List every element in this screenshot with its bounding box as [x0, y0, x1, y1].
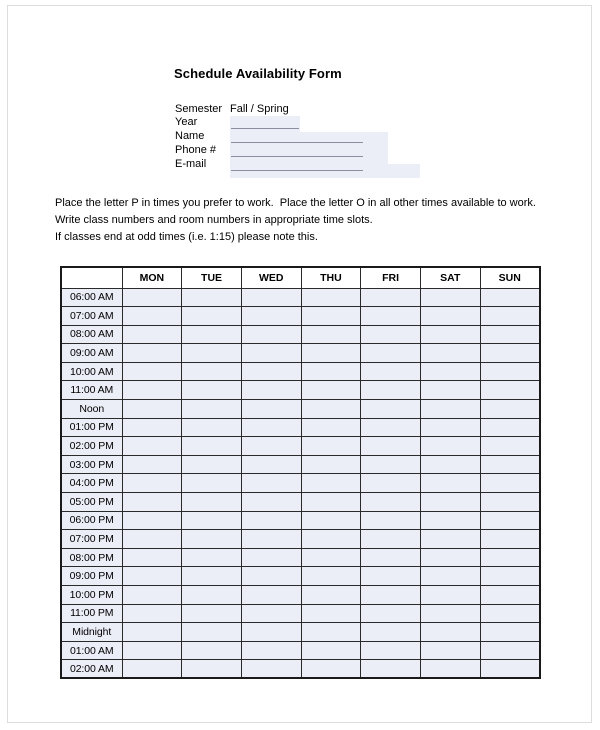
schedule-time-label: 09:00 PM — [61, 567, 122, 586]
schedule-cell-sat-15[interactable] — [420, 567, 480, 586]
schedule-cell-tue-10[interactable] — [182, 474, 242, 493]
field-value-semester: Fall / Spring — [230, 103, 289, 115]
schedule-row — [61, 530, 540, 549]
schedule-cell-sat-3[interactable] — [420, 344, 480, 363]
schedule-cell-mon-2[interactable] — [122, 325, 182, 344]
schedule-cell-sat-2[interactable] — [420, 325, 480, 344]
schedule-cell-tue-11[interactable] — [182, 493, 242, 512]
page-title: Schedule Availability Form — [174, 66, 342, 81]
schedule-cell-thu-17[interactable] — [301, 604, 361, 623]
schedule-cell-mon-6[interactable] — [122, 400, 182, 419]
schedule-cell-sat-5[interactable] — [420, 381, 480, 400]
schedule-cell-mon-10[interactable] — [122, 474, 182, 493]
schedule-cell-fri-20[interactable] — [361, 660, 421, 679]
instructions-block — [55, 195, 536, 246]
schedule-header-row — [61, 267, 540, 288]
schedule-cell-fri-5[interactable] — [361, 381, 421, 400]
schedule-cell-thu-1[interactable] — [301, 307, 361, 326]
schedule-cell-sun-6[interactable] — [480, 400, 540, 419]
schedule-cell-mon-11[interactable] — [122, 493, 182, 512]
schedule-row — [61, 660, 540, 679]
field-label-name: Name — [175, 130, 205, 142]
schedule-cell-thu-16[interactable] — [301, 586, 361, 605]
schedule-cell-mon-7[interactable] — [122, 418, 182, 437]
schedule-cell-thu-0[interactable] — [301, 288, 361, 307]
schedule-cell-sun-1[interactable] — [480, 307, 540, 326]
schedule-day-header-mon: MON — [122, 267, 182, 288]
schedule-row — [61, 418, 540, 437]
schedule-cell-fri-18[interactable] — [361, 623, 421, 642]
schedule-cell-thu-15[interactable] — [301, 567, 361, 586]
schedule-cell-mon-12[interactable] — [122, 511, 182, 530]
field-shade-email — [230, 164, 420, 178]
schedule-cell-sun-5[interactable] — [480, 381, 540, 400]
field-rule-phone — [231, 156, 363, 157]
schedule-cell-wed-7[interactable] — [241, 418, 301, 437]
field-rule-email — [231, 170, 363, 171]
schedule-cell-tue-13[interactable] — [182, 530, 242, 549]
schedule-cell-tue-16[interactable] — [182, 586, 242, 605]
schedule-cell-mon-9[interactable] — [122, 455, 182, 474]
schedule-time-label: 01:00 PM — [61, 418, 122, 437]
schedule-cell-sun-3[interactable] — [480, 344, 540, 363]
schedule-cell-mon-5[interactable] — [122, 381, 182, 400]
schedule-cell-wed-14[interactable] — [241, 548, 301, 567]
schedule-cell-tue-7[interactable] — [182, 418, 242, 437]
schedule-cell-sat-14[interactable] — [420, 548, 480, 567]
field-label-year: Year — [175, 116, 198, 128]
schedule-cell-wed-19[interactable] — [241, 641, 301, 660]
schedule-cell-mon-17[interactable] — [122, 604, 182, 623]
schedule-cell-sat-11[interactable] — [420, 493, 480, 512]
schedule-cell-fri-12[interactable] — [361, 511, 421, 530]
schedule-time-label: Midnight — [61, 623, 122, 642]
schedule-table-body — [61, 288, 540, 678]
schedule-row — [61, 604, 540, 623]
schedule-cell-sun-0[interactable] — [480, 288, 540, 307]
schedule-day-header-fri: FRI — [361, 267, 421, 288]
schedule-cell-sat-13[interactable] — [420, 530, 480, 549]
schedule-time-label: 02:00 PM — [61, 437, 122, 456]
schedule-cell-thu-2[interactable] — [301, 325, 361, 344]
schedule-row — [61, 455, 540, 474]
schedule-cell-sun-2[interactable] — [480, 325, 540, 344]
schedule-cell-wed-12[interactable] — [241, 511, 301, 530]
schedule-cell-sat-9[interactable] — [420, 455, 480, 474]
instruction-line-1: Place the letter P in times you prefer to work. Place the letter O in all other times available to work. — [55, 197, 536, 209]
schedule-cell-sun-8[interactable] — [480, 437, 540, 456]
schedule-cell-fri-16[interactable] — [361, 586, 421, 605]
schedule-cell-sun-20[interactable] — [480, 660, 540, 679]
schedule-cell-thu-14[interactable] — [301, 548, 361, 567]
schedule-cell-sun-7[interactable] — [480, 418, 540, 437]
schedule-day-header-tue: TUE — [182, 267, 242, 288]
schedule-cell-sun-13[interactable] — [480, 530, 540, 549]
schedule-cell-wed-17[interactable] — [241, 604, 301, 623]
schedule-cell-thu-6[interactable] — [301, 400, 361, 419]
schedule-cell-fri-8[interactable] — [361, 437, 421, 456]
schedule-cell-mon-19[interactable] — [122, 641, 182, 660]
field-label-phone: Phone # — [175, 144, 216, 156]
schedule-cell-mon-3[interactable] — [122, 344, 182, 363]
schedule-cell-sun-19[interactable] — [480, 641, 540, 660]
schedule-cell-wed-10[interactable] — [241, 474, 301, 493]
schedule-cell-sat-18[interactable] — [420, 623, 480, 642]
schedule-cell-sat-16[interactable] — [420, 586, 480, 605]
schedule-cell-thu-19[interactable] — [301, 641, 361, 660]
schedule-time-label: 11:00 AM — [61, 381, 122, 400]
instruction-line-2: Write class numbers and room numbers in appropriate time slots. — [55, 214, 373, 226]
schedule-row — [61, 493, 540, 512]
schedule-cell-sat-6[interactable] — [420, 400, 480, 419]
schedule-day-header-wed: WED — [241, 267, 301, 288]
schedule-cell-sun-15[interactable] — [480, 567, 540, 586]
form-field-group — [8, 101, 593, 173]
schedule-cell-fri-14[interactable] — [361, 548, 421, 567]
schedule-time-label: 05:00 PM — [61, 493, 122, 512]
field-rule-year — [231, 128, 299, 129]
schedule-row — [61, 623, 540, 642]
schedule-cell-sat-8[interactable] — [420, 437, 480, 456]
schedule-time-label: 04:00 PM — [61, 474, 122, 493]
schedule-cell-mon-4[interactable] — [122, 362, 182, 381]
schedule-cell-thu-10[interactable] — [301, 474, 361, 493]
schedule-cell-fri-19[interactable] — [361, 641, 421, 660]
schedule-cell-fri-3[interactable] — [361, 344, 421, 363]
schedule-row — [61, 437, 540, 456]
schedule-row — [61, 344, 540, 363]
schedule-cell-tue-0[interactable] — [182, 288, 242, 307]
schedule-cell-wed-15[interactable] — [241, 567, 301, 586]
field-rule-name — [231, 142, 363, 143]
schedule-time-label: 02:00 AM — [61, 660, 122, 679]
schedule-cell-tue-19[interactable] — [182, 641, 242, 660]
schedule-cell-tue-8[interactable] — [182, 437, 242, 456]
schedule-time-label: 06:00 AM — [61, 288, 122, 307]
schedule-cell-thu-12[interactable] — [301, 511, 361, 530]
schedule-table-container — [60, 266, 541, 679]
schedule-cell-mon-13[interactable] — [122, 530, 182, 549]
schedule-cell-sat-0[interactable] — [420, 288, 480, 307]
schedule-cell-fri-11[interactable] — [361, 493, 421, 512]
schedule-time-label: 10:00 PM — [61, 586, 122, 605]
instruction-line-3: If classes end at odd times (i.e. 1:15) please note this. — [55, 231, 318, 243]
schedule-cell-sun-14[interactable] — [480, 548, 540, 567]
schedule-cell-sat-4[interactable] — [420, 362, 480, 381]
schedule-cell-tue-1[interactable] — [182, 307, 242, 326]
schedule-cell-wed-8[interactable] — [241, 437, 301, 456]
schedule-row — [61, 325, 540, 344]
schedule-cell-wed-2[interactable] — [241, 325, 301, 344]
schedule-time-label: Noon — [61, 400, 122, 419]
schedule-cell-tue-2[interactable] — [182, 325, 242, 344]
schedule-cell-sat-19[interactable] — [420, 641, 480, 660]
schedule-cell-fri-10[interactable] — [361, 474, 421, 493]
schedule-time-label: 11:00 PM — [61, 604, 122, 623]
schedule-cell-wed-5[interactable] — [241, 381, 301, 400]
schedule-row — [61, 400, 540, 419]
schedule-cell-wed-11[interactable] — [241, 493, 301, 512]
schedule-day-header-sun: SUN — [480, 267, 540, 288]
schedule-cell-sat-10[interactable] — [420, 474, 480, 493]
page-sheet — [7, 5, 592, 723]
schedule-cell-sun-16[interactable] — [480, 586, 540, 605]
schedule-cell-tue-18[interactable] — [182, 623, 242, 642]
schedule-cell-thu-7[interactable] — [301, 418, 361, 437]
schedule-cell-wed-1[interactable] — [241, 307, 301, 326]
schedule-time-label: 08:00 PM — [61, 548, 122, 567]
schedule-cell-fri-6[interactable] — [361, 400, 421, 419]
schedule-time-label: 09:00 AM — [61, 344, 122, 363]
schedule-cell-tue-5[interactable] — [182, 381, 242, 400]
schedule-cell-fri-0[interactable] — [361, 288, 421, 307]
schedule-cell-wed-16[interactable] — [241, 586, 301, 605]
schedule-cell-tue-12[interactable] — [182, 511, 242, 530]
schedule-cell-fri-17[interactable] — [361, 604, 421, 623]
schedule-cell-thu-8[interactable] — [301, 437, 361, 456]
schedule-cell-sat-20[interactable] — [420, 660, 480, 679]
schedule-cell-thu-4[interactable] — [301, 362, 361, 381]
schedule-day-header-thu: THU — [301, 267, 361, 288]
field-shade-year — [230, 116, 300, 132]
schedule-cell-wed-18[interactable] — [241, 623, 301, 642]
schedule-cell-wed-0[interactable] — [241, 288, 301, 307]
schedule-cell-mon-14[interactable] — [122, 548, 182, 567]
schedule-time-label: 06:00 PM — [61, 511, 122, 530]
schedule-cell-wed-6[interactable] — [241, 400, 301, 419]
schedule-cell-wed-3[interactable] — [241, 344, 301, 363]
schedule-cell-mon-1[interactable] — [122, 307, 182, 326]
schedule-row — [61, 548, 540, 567]
schedule-cell-sun-9[interactable] — [480, 455, 540, 474]
schedule-time-label: 10:00 AM — [61, 362, 122, 381]
field-shade-name — [230, 132, 388, 148]
schedule-cell-wed-4[interactable] — [241, 362, 301, 381]
schedule-cell-sun-11[interactable] — [480, 493, 540, 512]
schedule-cell-mon-16[interactable] — [122, 586, 182, 605]
schedule-table — [60, 266, 541, 679]
schedule-time-label: 01:00 AM — [61, 641, 122, 660]
schedule-row — [61, 381, 540, 400]
schedule-cell-tue-9[interactable] — [182, 455, 242, 474]
field-label-semester: Semester — [175, 103, 223, 115]
schedule-cell-thu-11[interactable] — [301, 493, 361, 512]
field-label-email: E-mail — [175, 158, 207, 170]
schedule-cell-sat-12[interactable] — [420, 511, 480, 530]
schedule-row — [61, 567, 540, 586]
schedule-cell-thu-5[interactable] — [301, 381, 361, 400]
schedule-cell-mon-8[interactable] — [122, 437, 182, 456]
schedule-cell-tue-3[interactable] — [182, 344, 242, 363]
schedule-cell-wed-20[interactable] — [241, 660, 301, 679]
schedule-cell-fri-4[interactable] — [361, 362, 421, 381]
schedule-cell-thu-18[interactable] — [301, 623, 361, 642]
schedule-cell-sun-17[interactable] — [480, 604, 540, 623]
schedule-day-header-sat: SAT — [420, 267, 480, 288]
schedule-row — [61, 362, 540, 381]
schedule-cell-sun-18[interactable] — [480, 623, 540, 642]
schedule-cell-fri-9[interactable] — [361, 455, 421, 474]
schedule-cell-mon-20[interactable] — [122, 660, 182, 679]
schedule-row — [61, 288, 540, 307]
schedule-row — [61, 511, 540, 530]
schedule-cell-fri-13[interactable] — [361, 530, 421, 549]
schedule-cell-tue-4[interactable] — [182, 362, 242, 381]
schedule-cell-wed-13[interactable] — [241, 530, 301, 549]
schedule-cell-tue-17[interactable] — [182, 604, 242, 623]
schedule-time-label: 08:00 AM — [61, 325, 122, 344]
schedule-cell-wed-9[interactable] — [241, 455, 301, 474]
schedule-cell-thu-3[interactable] — [301, 344, 361, 363]
schedule-cell-thu-9[interactable] — [301, 455, 361, 474]
schedule-cell-fri-7[interactable] — [361, 418, 421, 437]
schedule-cell-tue-20[interactable] — [182, 660, 242, 679]
schedule-cell-thu-13[interactable] — [301, 530, 361, 549]
schedule-time-label: 03:00 PM — [61, 455, 122, 474]
schedule-cell-fri-2[interactable] — [361, 325, 421, 344]
schedule-row — [61, 307, 540, 326]
schedule-cell-sat-7[interactable] — [420, 418, 480, 437]
schedule-cell-tue-15[interactable] — [182, 567, 242, 586]
schedule-cell-mon-0[interactable] — [122, 288, 182, 307]
schedule-cell-tue-14[interactable] — [182, 548, 242, 567]
schedule-cell-tue-6[interactable] — [182, 400, 242, 419]
schedule-cell-mon-18[interactable] — [122, 623, 182, 642]
schedule-cell-sun-10[interactable] — [480, 474, 540, 493]
schedule-cell-mon-15[interactable] — [122, 567, 182, 586]
schedule-cell-thu-20[interactable] — [301, 660, 361, 679]
schedule-row — [61, 641, 540, 660]
schedule-time-label: 07:00 PM — [61, 530, 122, 549]
schedule-cell-sat-17[interactable] — [420, 604, 480, 623]
schedule-corner-header — [61, 267, 122, 288]
schedule-cell-sat-1[interactable] — [420, 307, 480, 326]
schedule-row — [61, 474, 540, 493]
schedule-row — [61, 586, 540, 605]
schedule-cell-sun-4[interactable] — [480, 362, 540, 381]
schedule-cell-fri-1[interactable] — [361, 307, 421, 326]
schedule-time-label: 07:00 AM — [61, 307, 122, 326]
schedule-cell-sun-12[interactable] — [480, 511, 540, 530]
schedule-table-head — [61, 267, 540, 288]
schedule-cell-fri-15[interactable] — [361, 567, 421, 586]
